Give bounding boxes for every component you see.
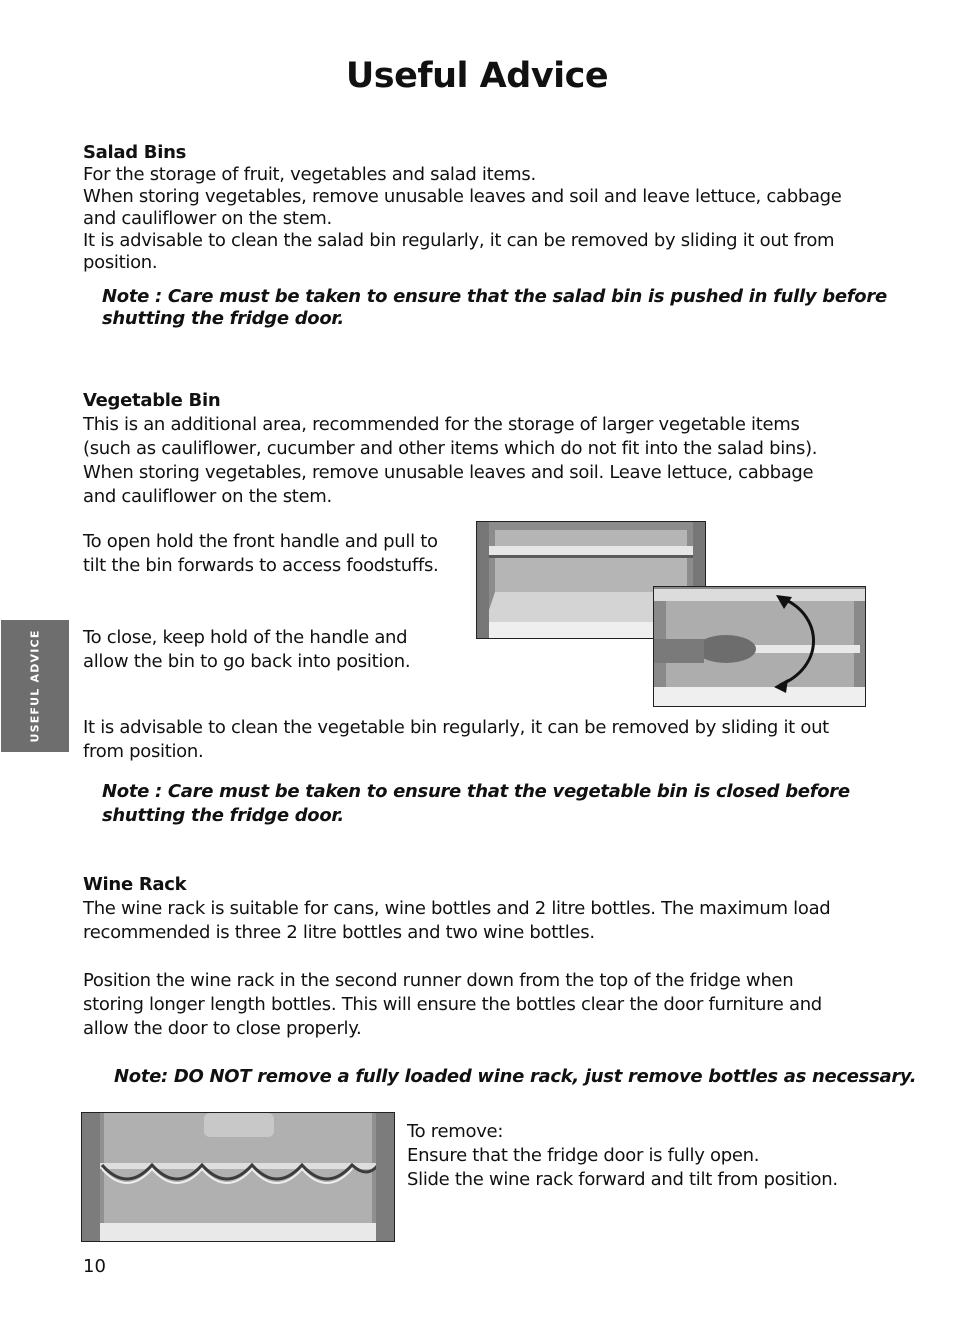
wine-rack-photo [81, 1112, 395, 1242]
vegetable-bin-note-line: Note : Care must be taken to ensure that the vegetable bin is closed before [102, 781, 850, 802]
wine-rack-section [83, 873, 830, 945]
open-line: To open hold the front handle and pull to [83, 531, 438, 552]
salad-bins-line: and cauliflower on the stem. [83, 208, 332, 229]
wine-rack-line: The wine rack is suitable for cans, wine bottles and 2 litre bottles. The maximum load [83, 898, 831, 919]
remove-line: To remove: [407, 1121, 504, 1142]
remove-line: Slide the wine rack forward and tilt from position. [407, 1169, 838, 1190]
salad-bins-line: position. [83, 252, 158, 273]
salad-bins-line: When storing vegetables, remove unusable leaves and soil and leave lettuce, cabbage [83, 186, 842, 207]
wine-rack-line: recommended is three 2 litre bottles and two wine bottles. [83, 922, 595, 943]
vegetable-bin-heading: Vegetable Bin [83, 390, 221, 411]
wine-rack-position-text [83, 969, 822, 1041]
vegetable-bin-line: and cauliflower on the stem. [83, 486, 332, 507]
wine-rack-heading: Wine Rack [83, 874, 187, 895]
clean-line: It is advisable to clean the vegetable bin regularly, it can be removed by sliding it out [83, 717, 829, 738]
vegetable-bin-line: This is an additional area, recommended for the storage of larger vegetable items [83, 414, 800, 435]
clean-line: from position. [83, 741, 204, 762]
vegetable-bin-note-line: shutting the fridge door. [102, 805, 344, 826]
vegetable-bin-section [83, 389, 817, 509]
vegetable-bin-note [102, 780, 850, 828]
vegetable-bin-line: (such as cauliflower, cucumber and other items which do not fit into the salad bins). [83, 438, 818, 459]
wine-rack-remove-text [407, 1120, 838, 1192]
wine-rack-note [114, 1065, 916, 1089]
vegetable-bin-clean-text [83, 716, 829, 764]
page-number: 10 [83, 1256, 106, 1277]
salad-bins-note [102, 286, 887, 330]
side-tab [1, 620, 69, 752]
salad-bins-note-line: shutting the fridge door. [102, 308, 344, 329]
salad-bins-line: For the storage of fruit, vegetables and salad items. [83, 164, 536, 185]
side-tab-label: USEFUL ADVICE [28, 629, 42, 743]
salad-bins-heading: Salad Bins [83, 142, 186, 163]
salad-bins-line: It is advisable to clean the salad bin regularly, it can be removed by sliding it out from [83, 230, 835, 251]
remove-line: Ensure that the fridge door is fully open. [407, 1145, 760, 1166]
page-title: Useful Advice [345, 56, 609, 96]
wine-rack-line: Position the wine rack in the second runner down from the top of the fridge when [83, 970, 794, 991]
close-line: allow the bin to go back into position. [83, 651, 411, 672]
wine-rack-line: storing longer length bottles. This will ensure the bottles clear the door furniture and [83, 994, 822, 1015]
vegetable-bin-line: When storing vegetables, remove unusable leaves and soil. Leave lettuce, cabbage [83, 462, 814, 483]
vegetable-bin-open-text [83, 530, 438, 578]
vegetable-bin-close-photo [653, 586, 866, 707]
wine-rack-note-line: Note: DO NOT remove a fully loaded wine rack, just remove bottles as necessary. [114, 1066, 917, 1087]
close-line: To close, keep hold of the handle and [83, 627, 408, 648]
salad-bins-section [83, 142, 842, 274]
open-line: tilt the bin forwards to access foodstuffs. [83, 555, 439, 576]
vegetable-bin-close-text [83, 626, 410, 674]
salad-bins-note-line: Note : Care must be taken to ensure that the salad bin is pushed in fully before [102, 286, 887, 307]
wine-rack-line: allow the door to close properly. [83, 1018, 362, 1039]
